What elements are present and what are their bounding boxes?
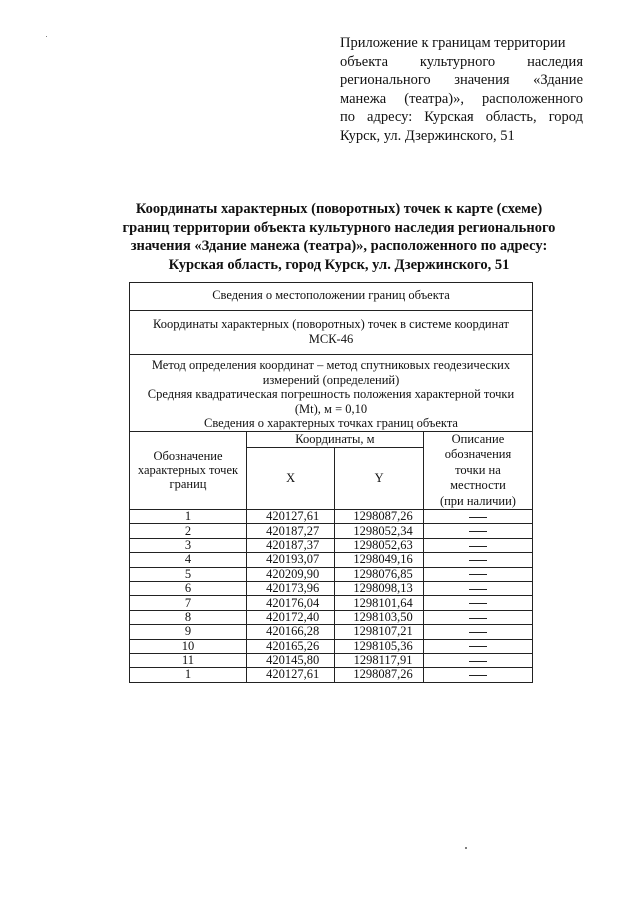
description-cell — [423, 524, 532, 538]
table-row — [130, 625, 533, 639]
dash-mark — [469, 675, 487, 676]
description-cell — [423, 639, 532, 653]
points-section-text: Сведения о характерных точках границ объекта — [204, 416, 458, 430]
dash-mark — [469, 646, 487, 647]
x-coordinate-cell: 420172,40 — [246, 610, 334, 624]
x-coordinate-cell: 420165,26 — [246, 639, 334, 653]
table-row — [130, 510, 533, 524]
method-text: Метод определения координат – метод спутниковых геодезических измерений (определений) — [151, 358, 511, 387]
section-location-cell: Сведения о местоположении границ объекта — [130, 283, 533, 311]
section-location-row — [130, 283, 533, 311]
header-description-line: точки на — [455, 462, 501, 477]
description-cell — [423, 510, 532, 524]
point-number-cell: 9 — [130, 625, 247, 639]
description-cell — [423, 567, 532, 581]
header-coordinates: Координаты, м — [246, 431, 423, 447]
x-coordinate-cell: 420145,80 — [246, 653, 334, 667]
section-system-cell: Координаты характерных (поворотных) точек в системе координат МСК-46 — [130, 311, 533, 355]
y-coordinate-cell: 1298087,26 — [335, 668, 424, 682]
dash-mark — [469, 661, 487, 662]
table-row — [130, 668, 533, 682]
x-coordinate-cell: 420176,04 — [246, 596, 334, 610]
document-title — [108, 200, 570, 274]
annex-line: манежа (театра)», расположенного — [340, 90, 583, 107]
description-cell — [423, 610, 532, 624]
annex-line: Курск, ул. Дзержинского, 51 — [340, 127, 515, 144]
header-y: Y — [335, 447, 424, 509]
y-coordinate-cell: 1298101,64 — [335, 596, 424, 610]
header-x: X — [246, 447, 334, 509]
point-number-cell: 7 — [130, 596, 247, 610]
dash-mark — [469, 517, 487, 518]
header-description-line: местности — [450, 478, 506, 492]
table-row — [130, 538, 533, 552]
point-number-cell: 1 — [130, 668, 247, 682]
table-row — [130, 581, 533, 595]
description-cell — [423, 553, 532, 567]
section-method-cell — [130, 355, 533, 432]
description-cell — [423, 538, 532, 552]
header-description-line: обозначения — [444, 447, 512, 461]
annex-note — [340, 34, 583, 145]
dash-mark — [469, 589, 487, 590]
table-row — [130, 567, 533, 581]
y-coordinate-cell: 1298098,13 — [335, 581, 424, 595]
header-row-1 — [130, 431, 533, 447]
dash-mark — [469, 574, 487, 575]
point-number-cell: 4 — [130, 553, 247, 567]
dash-mark — [469, 632, 487, 633]
x-coordinate-cell: 420187,37 — [246, 538, 334, 552]
table-row — [130, 610, 533, 624]
description-cell — [423, 581, 532, 595]
dash-mark — [469, 531, 487, 532]
point-number-cell: 2 — [130, 524, 247, 538]
x-coordinate-cell: 420166,28 — [246, 625, 334, 639]
table-row — [130, 524, 533, 538]
x-coordinate-cell: 420187,27 — [246, 524, 334, 538]
section-system-row — [130, 311, 533, 355]
scan-speck — [46, 36, 47, 37]
description-cell — [423, 596, 532, 610]
point-number-cell: 6 — [130, 581, 247, 595]
table-row — [130, 553, 533, 567]
y-coordinate-cell: 1298103,50 — [335, 610, 424, 624]
y-coordinate-cell: 1298087,26 — [335, 510, 424, 524]
title-line: Координаты характерных (поворотных) точек к карте (схеме) — [135, 201, 543, 217]
y-coordinate-cell: 1298049,16 — [335, 553, 424, 567]
point-number-cell: 8 — [130, 610, 247, 624]
point-number-cell: 3 — [130, 538, 247, 552]
y-coordinate-cell: 1298117,91 — [335, 653, 424, 667]
header-description-line: (при наличии) — [439, 493, 516, 508]
dash-mark — [469, 560, 487, 561]
coordinates-table — [129, 282, 533, 683]
header-point-name: Обозначение характерных точек границ — [130, 431, 247, 510]
y-coordinate-cell: 1298052,34 — [335, 524, 424, 538]
point-number-cell: 10 — [130, 639, 247, 653]
title-line: границ территории объекта культурного наследия регионального — [122, 219, 556, 236]
annex-line: Приложение к границам территории — [340, 35, 566, 51]
table-row — [130, 639, 533, 653]
y-coordinate-cell: 1298105,36 — [335, 639, 424, 653]
y-coordinate-cell: 1298107,21 — [335, 625, 424, 639]
annex-line: по адресу: Курская область, город — [340, 109, 583, 125]
table-row — [130, 596, 533, 610]
x-coordinate-cell: 420173,96 — [246, 581, 334, 595]
scan-speck — [465, 847, 467, 849]
section-method-row — [130, 355, 533, 432]
y-coordinate-cell: 1298052,63 — [335, 538, 424, 552]
x-coordinate-cell: 420127,61 — [246, 668, 334, 682]
point-number-cell: 1 — [130, 510, 247, 524]
annex-line: объекта культурного наследия — [340, 53, 583, 70]
dash-mark — [469, 546, 487, 547]
y-coordinate-cell: 1298076,85 — [335, 567, 424, 581]
header-description-line: Описание — [451, 431, 505, 446]
dash-mark — [469, 603, 487, 604]
table-row — [130, 653, 533, 667]
accuracy-text: Средняя квадратическая погрешность положения характерной точки (Mt), м = 0,10 — [147, 387, 515, 416]
x-coordinate-cell: 420127,61 — [246, 510, 334, 524]
description-cell — [423, 653, 532, 667]
description-cell — [423, 668, 532, 682]
description-cell — [423, 625, 532, 639]
title-line: значения «Здание манежа (театра)», расположенного по адресу: — [130, 238, 548, 254]
x-coordinate-cell: 420209,90 — [246, 567, 334, 581]
point-number-cell: 5 — [130, 567, 247, 581]
point-number-cell: 11 — [130, 653, 247, 667]
dash-mark — [469, 618, 487, 619]
x-coordinate-cell: 420193,07 — [246, 553, 334, 567]
title-line: Курская область, город Курск, ул. Дзержинского, 51 — [168, 256, 510, 273]
header-description — [423, 431, 532, 510]
annex-line: регионального значения «Здание — [340, 72, 583, 88]
